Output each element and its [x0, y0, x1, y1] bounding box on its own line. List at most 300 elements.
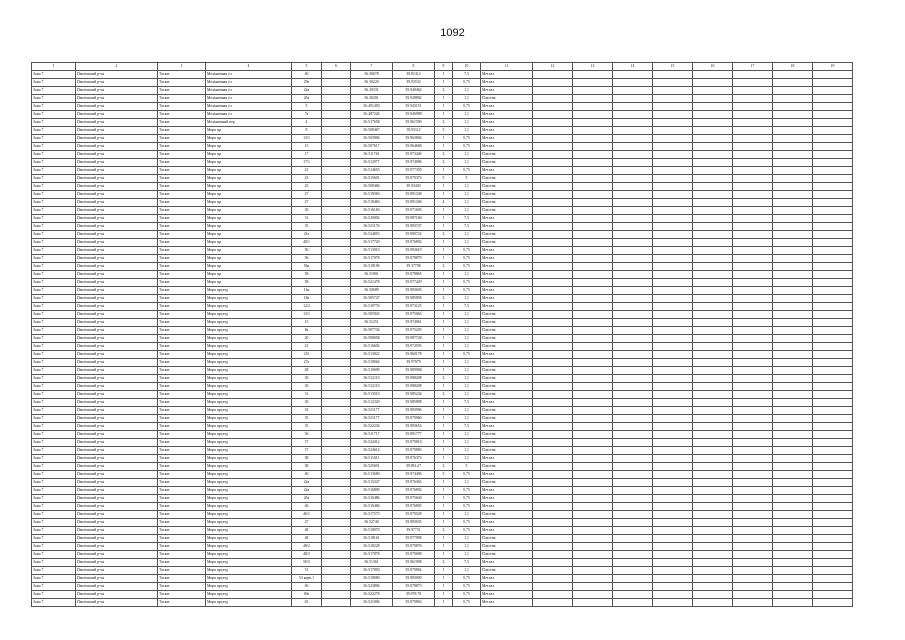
table-row: [32, 351, 853, 359]
table-cell: [693, 599, 733, 607]
table-cell: 56.505747: [351, 295, 393, 303]
table-cell: Мира проезд: [206, 367, 292, 375]
table-cell: [693, 167, 733, 175]
table-cell: 39.990724: [393, 231, 435, 239]
table-cell: 39.97751: [393, 527, 435, 535]
table-cell: Таскат: [158, 575, 206, 583]
table-cell: Пластик: [481, 151, 533, 159]
table-cell: [573, 583, 613, 591]
table-cell: Таскат: [158, 199, 206, 207]
table-cell: [733, 215, 773, 223]
table-cell: [533, 503, 573, 511]
table-cell: [613, 119, 653, 127]
table-cell: 4: [435, 199, 453, 207]
table-cell: [653, 431, 693, 439]
table-cell: Пензенский р-он: [76, 527, 158, 535]
table-cell: 39.977998: [393, 535, 435, 543]
table-cell: Пластик: [481, 511, 533, 519]
table-cell: [773, 279, 813, 287]
table-cell: [533, 191, 573, 199]
table-cell: [613, 191, 653, 199]
table-cell: [653, 343, 693, 351]
table-cell: [813, 375, 853, 383]
table-cell: 45а: [292, 495, 322, 503]
table-cell: [653, 407, 693, 415]
table-cell: 58: [292, 271, 322, 279]
table-cell: [533, 527, 573, 535]
table-cell: Зона 7: [32, 591, 76, 599]
table-row: [32, 215, 853, 223]
table-cell: 39.981346: [393, 199, 435, 207]
table-cell: 39.37798: [393, 263, 435, 271]
table-cell: [693, 391, 733, 399]
table-cell: [322, 487, 351, 495]
table-cell: [573, 575, 613, 583]
table-cell: [533, 175, 573, 183]
table-cell: [573, 287, 613, 295]
table-cell: Пензенский р-он: [76, 183, 158, 191]
table-cell: [573, 391, 613, 399]
table-cell: Зона 7: [32, 199, 76, 207]
table-cell: 36: [292, 431, 322, 439]
table-cell: [322, 255, 351, 263]
table-cell: [573, 143, 613, 151]
table-cell: 56.51361: [351, 559, 393, 567]
table-row: [32, 295, 853, 303]
table-cell: [322, 303, 351, 311]
table-cell: [533, 231, 573, 239]
table-cell: [533, 95, 573, 103]
table-cell: Металл: [481, 495, 533, 503]
table-cell: [693, 199, 733, 207]
table-row: [32, 71, 853, 79]
table-cell: 0,75: [453, 103, 481, 111]
table-cell: [573, 487, 613, 495]
table-cell: [813, 559, 853, 567]
table-cell: 56.491450: [351, 103, 393, 111]
table-cell: 1,1: [453, 295, 481, 303]
table-cell: [613, 567, 653, 575]
table-cell: [533, 455, 573, 463]
table-cell: Металл: [481, 583, 533, 591]
table-cell: 2: [435, 159, 453, 167]
table-cell: 1: [435, 495, 453, 503]
table-cell: Таскат: [158, 455, 206, 463]
table-cell: Пензенский р-он: [76, 319, 158, 327]
table-cell: [733, 527, 773, 535]
table-cell: [322, 599, 351, 607]
table-cell: [613, 343, 653, 351]
table-cell: [773, 495, 813, 503]
table-cell: Пластик: [481, 335, 533, 343]
table-cell: Пензенский р-он: [76, 151, 158, 159]
table-cell: 7,5: [453, 303, 481, 311]
table-cell: [322, 471, 351, 479]
table-cell: [813, 87, 853, 95]
table-cell: [533, 127, 573, 135]
table-cell: [322, 319, 351, 327]
table-cell: [573, 359, 613, 367]
table-cell: Зона 7: [32, 111, 76, 119]
table-cell: [533, 383, 573, 391]
table-cell: 42а: [292, 479, 322, 487]
table-cell: 28: [292, 367, 322, 375]
table-cell: Пензенский р-он: [76, 575, 158, 583]
table-cell: 39.974061: [393, 319, 435, 327]
table-cell: 39.979528: [393, 511, 435, 519]
table-cell: [813, 183, 853, 191]
table-cell: Пензенский р-он: [76, 495, 158, 503]
table-cell: [322, 455, 351, 463]
table-cell: Таскат: [158, 127, 206, 135]
table-cell: Мира проезд: [206, 431, 292, 439]
table-cell: [773, 391, 813, 399]
table-cell: [693, 119, 733, 127]
table-cell: [693, 103, 733, 111]
table-cell: [533, 559, 573, 567]
table-cell: [533, 415, 573, 423]
table-cell: Пластик: [481, 543, 533, 551]
table-cell: 1: [435, 351, 453, 359]
table-cell: Мира проезд: [206, 503, 292, 511]
table-cell: [693, 79, 733, 87]
table-cell: 39.979883: [393, 447, 435, 455]
table-cell: [573, 559, 613, 567]
table-cell: Мира пр: [206, 199, 292, 207]
table-cell: Пензенский р-он: [76, 87, 158, 95]
table-cell: [613, 559, 653, 567]
table-cell: 56.513519: [351, 391, 393, 399]
table-cell: 1,1: [453, 407, 481, 415]
table-cell: [653, 215, 693, 223]
table-cell: 1: [435, 447, 453, 455]
table-cell: 1: [435, 487, 453, 495]
table-row: [32, 383, 853, 391]
table-cell: 0,75: [453, 583, 481, 591]
table-cell: [773, 519, 813, 527]
table-cell: 39.940462: [393, 87, 435, 95]
table-cell: [322, 407, 351, 415]
table-cell: [573, 415, 613, 423]
table-cell: Пластик: [481, 551, 533, 559]
table-cell: Пензенский р-он: [76, 399, 158, 407]
table-cell: 39.978873: [393, 583, 435, 591]
table-cell: [733, 591, 773, 599]
table-cell: [533, 79, 573, 87]
table-cell: 37: [292, 447, 322, 455]
table-cell: Пластик: [481, 367, 533, 375]
table-cell: [613, 135, 653, 143]
table-cell: [693, 183, 733, 191]
table-cell: 39.978879: [393, 255, 435, 263]
table-cell: [533, 551, 573, 559]
table-cell: Пензенский р-он: [76, 351, 158, 359]
table-cell: Зона 7: [32, 351, 76, 359]
table-cell: [813, 311, 853, 319]
table-cell: 1,1: [453, 311, 481, 319]
table-cell: [613, 375, 653, 383]
table-cell: [733, 551, 773, 559]
table-cell: [773, 135, 813, 143]
table-cell: [813, 279, 853, 287]
table-cell: 56.517575: [351, 511, 393, 519]
table-cell: Пензенский р-он: [76, 463, 158, 471]
table-cell: 56.515347: [351, 479, 393, 487]
table-cell: Зона 7: [32, 471, 76, 479]
table-cell: [573, 599, 613, 607]
table-cell: [813, 479, 853, 487]
table-cell: [322, 431, 351, 439]
table-cell: 39.985234: [393, 391, 435, 399]
table-cell: Пластик: [481, 327, 533, 335]
table-cell: 56.518161: [351, 535, 393, 543]
table-cell: [733, 287, 773, 295]
table-cell: 39.975063: [393, 311, 435, 319]
table-cell: 39.928802: [393, 95, 435, 103]
table-cell: Пензенский р-он: [76, 479, 158, 487]
table-cell: 45а: [292, 95, 322, 103]
table-cell: Таскат: [158, 223, 206, 231]
table-cell: [533, 367, 573, 375]
table-cell: [693, 359, 733, 367]
table-cell: 1,1: [453, 431, 481, 439]
table-cell: Таскат: [158, 143, 206, 151]
table-row: [32, 311, 853, 319]
table-cell: [573, 351, 613, 359]
table-cell: [653, 223, 693, 231]
table-cell: [813, 351, 853, 359]
table-cell: [573, 503, 613, 511]
table-cell: [693, 271, 733, 279]
table-cell: 1: [435, 215, 453, 223]
table-cell: [322, 423, 351, 431]
table-cell: Зона 7: [32, 135, 76, 143]
table-cell: 1,1: [453, 567, 481, 575]
table-cell: Мира проезд: [206, 591, 292, 599]
table-cell: Пензенский р-он: [76, 543, 158, 551]
table-cell: Таскат: [158, 343, 206, 351]
table-row: [32, 247, 853, 255]
table-cell: [573, 543, 613, 551]
table-cell: [773, 383, 813, 391]
table-cell: 1: [435, 279, 453, 287]
table-cell: Мира проезд: [206, 479, 292, 487]
table-cell: [733, 319, 773, 327]
table-cell: [693, 551, 733, 559]
table-row: [32, 319, 853, 327]
table-cell: [813, 591, 853, 599]
table-cell: Мира проезд: [206, 311, 292, 319]
table-cell: [573, 255, 613, 263]
table-cell: 39.973125: [393, 303, 435, 311]
table-cell: Мира проезд: [206, 487, 292, 495]
table-cell: [653, 327, 693, 335]
table-cell: [573, 535, 613, 543]
table-cell: 39.987728: [393, 335, 435, 343]
table-cell: 1,1: [453, 183, 481, 191]
table-row: [32, 111, 853, 119]
table-cell: 56.525691: [351, 463, 393, 471]
table-cell: Таскат: [158, 407, 206, 415]
table-cell: [693, 487, 733, 495]
table-cell: [573, 511, 613, 519]
table-cell: Металл: [481, 455, 533, 463]
table-cell: [613, 367, 653, 375]
table-cell: 1: [435, 327, 453, 335]
table-cell: Таскат: [158, 559, 206, 567]
table-row: [32, 327, 853, 335]
table-cell: 39.81412: [393, 71, 435, 79]
table-cell: 0,75: [453, 519, 481, 527]
table-cell: 2: [435, 231, 453, 239]
table-cell: Пензенский р-он: [76, 255, 158, 263]
table-cell: [573, 519, 613, 527]
table-cell: Зона 7: [32, 423, 76, 431]
table-cell: Металл: [481, 559, 533, 567]
table-cell: Металл: [481, 255, 533, 263]
table-cell: Пластик: [481, 183, 533, 191]
table-row: [32, 359, 853, 367]
table-cell: [613, 551, 653, 559]
table-cell: [573, 591, 613, 599]
table-cell: [613, 447, 653, 455]
table-cell: Пензенский р-он: [76, 423, 158, 431]
table-cell: [613, 231, 653, 239]
table-cell: 56.510776: [351, 303, 393, 311]
table-cell: [693, 231, 733, 239]
table-cell: Мира проезд: [206, 383, 292, 391]
table-cell: [733, 183, 773, 191]
table-cell: [653, 367, 693, 375]
table-cell: Зона 7: [32, 271, 76, 279]
table-row: [32, 183, 853, 191]
table-cell: [533, 327, 573, 335]
table-cell: [653, 127, 693, 135]
table-cell: [653, 119, 693, 127]
table-cell: Таскат: [158, 87, 206, 95]
table-cell: Мельничный пер: [206, 119, 292, 127]
table-cell: [322, 87, 351, 95]
table-cell: [533, 567, 573, 575]
table-cell: Пензенский р-он: [76, 567, 158, 575]
table-cell: [613, 87, 653, 95]
table-cell: Металл: [481, 135, 533, 143]
table-cell: [813, 407, 853, 415]
column-number: 19: [813, 63, 853, 71]
table-cell: 39.985898: [393, 399, 435, 407]
table-cell: [733, 191, 773, 199]
table-cell: Таскат: [158, 383, 206, 391]
table-row: [32, 439, 853, 447]
table-cell: [693, 591, 733, 599]
table-cell: [533, 375, 573, 383]
table-cell: [653, 559, 693, 567]
table-cell: [813, 543, 853, 551]
table-cell: Мира проезд: [206, 415, 292, 423]
table-cell: [322, 551, 351, 559]
table-cell: [573, 199, 613, 207]
table-cell: 1: [435, 183, 453, 191]
table-cell: [613, 287, 653, 295]
table-cell: 39.983747: [393, 223, 435, 231]
table-cell: [613, 543, 653, 551]
table-cell: Металл: [481, 591, 533, 599]
table-cell: [733, 207, 773, 215]
table-cell: 1,1: [453, 199, 481, 207]
table-row: [32, 159, 853, 167]
table-cell: Мира проезд: [206, 511, 292, 519]
table-cell: Мира проезд: [206, 567, 292, 575]
table-cell: [733, 271, 773, 279]
table-cell: Зона 7: [32, 143, 76, 151]
table-cell: [733, 471, 773, 479]
table-cell: [773, 415, 813, 423]
table-cell: [573, 223, 613, 231]
table-cell: [322, 383, 351, 391]
table-row: [32, 591, 853, 599]
table-cell: 56.516160: [351, 207, 393, 215]
table-cell: 56.487226: [351, 111, 393, 119]
table-cell: [733, 159, 773, 167]
table-cell: [773, 543, 813, 551]
table-cell: Мира проезд: [206, 495, 292, 503]
table-cell: Таскат: [158, 431, 206, 439]
table-cell: [773, 439, 813, 447]
table-cell: 56.515601: [351, 175, 393, 183]
table-cell: 0,75: [453, 471, 481, 479]
table-cell: Зона 7: [32, 447, 76, 455]
table-cell: Пензенский р-он: [76, 247, 158, 255]
table-cell: Пластик: [481, 567, 533, 575]
table-cell: [322, 119, 351, 127]
table-cell: [773, 567, 813, 575]
table-cell: Таскат: [158, 543, 206, 551]
table-cell: [533, 591, 573, 599]
table-cell: Зона 7: [32, 119, 76, 127]
table-cell: Таскат: [158, 79, 206, 87]
table-cell: [813, 271, 853, 279]
table-cell: [773, 159, 813, 167]
table-cell: [733, 199, 773, 207]
table-cell: Мира пр: [206, 255, 292, 263]
table-cell: Пензенский р-он: [76, 127, 158, 135]
table-cell: [533, 247, 573, 255]
table-cell: Таскат: [158, 247, 206, 255]
table-cell: Металл: [481, 215, 533, 223]
table-cell: [653, 511, 693, 519]
table-cell: [653, 535, 693, 543]
table-cell: Зона 7: [32, 183, 76, 191]
table-cell: 27: [292, 199, 322, 207]
table-cell: [693, 255, 733, 263]
table-cell: 21б: [292, 351, 322, 359]
table-cell: Зона 7: [32, 535, 76, 543]
table-row: [32, 271, 853, 279]
table-cell: [653, 79, 693, 87]
table-cell: [813, 79, 853, 87]
table-cell: [773, 463, 813, 471]
table-cell: [813, 191, 853, 199]
table-cell: [693, 151, 733, 159]
table-cell: Мира проезд: [206, 375, 292, 383]
table-cell: 0,75: [453, 487, 481, 495]
table-cell: [653, 159, 693, 167]
table-cell: Пензенский р-он: [76, 175, 158, 183]
table-cell: Зона 7: [32, 255, 76, 263]
table-cell: [693, 503, 733, 511]
table-cell: Таскат: [158, 111, 206, 119]
table-cell: [733, 127, 773, 135]
